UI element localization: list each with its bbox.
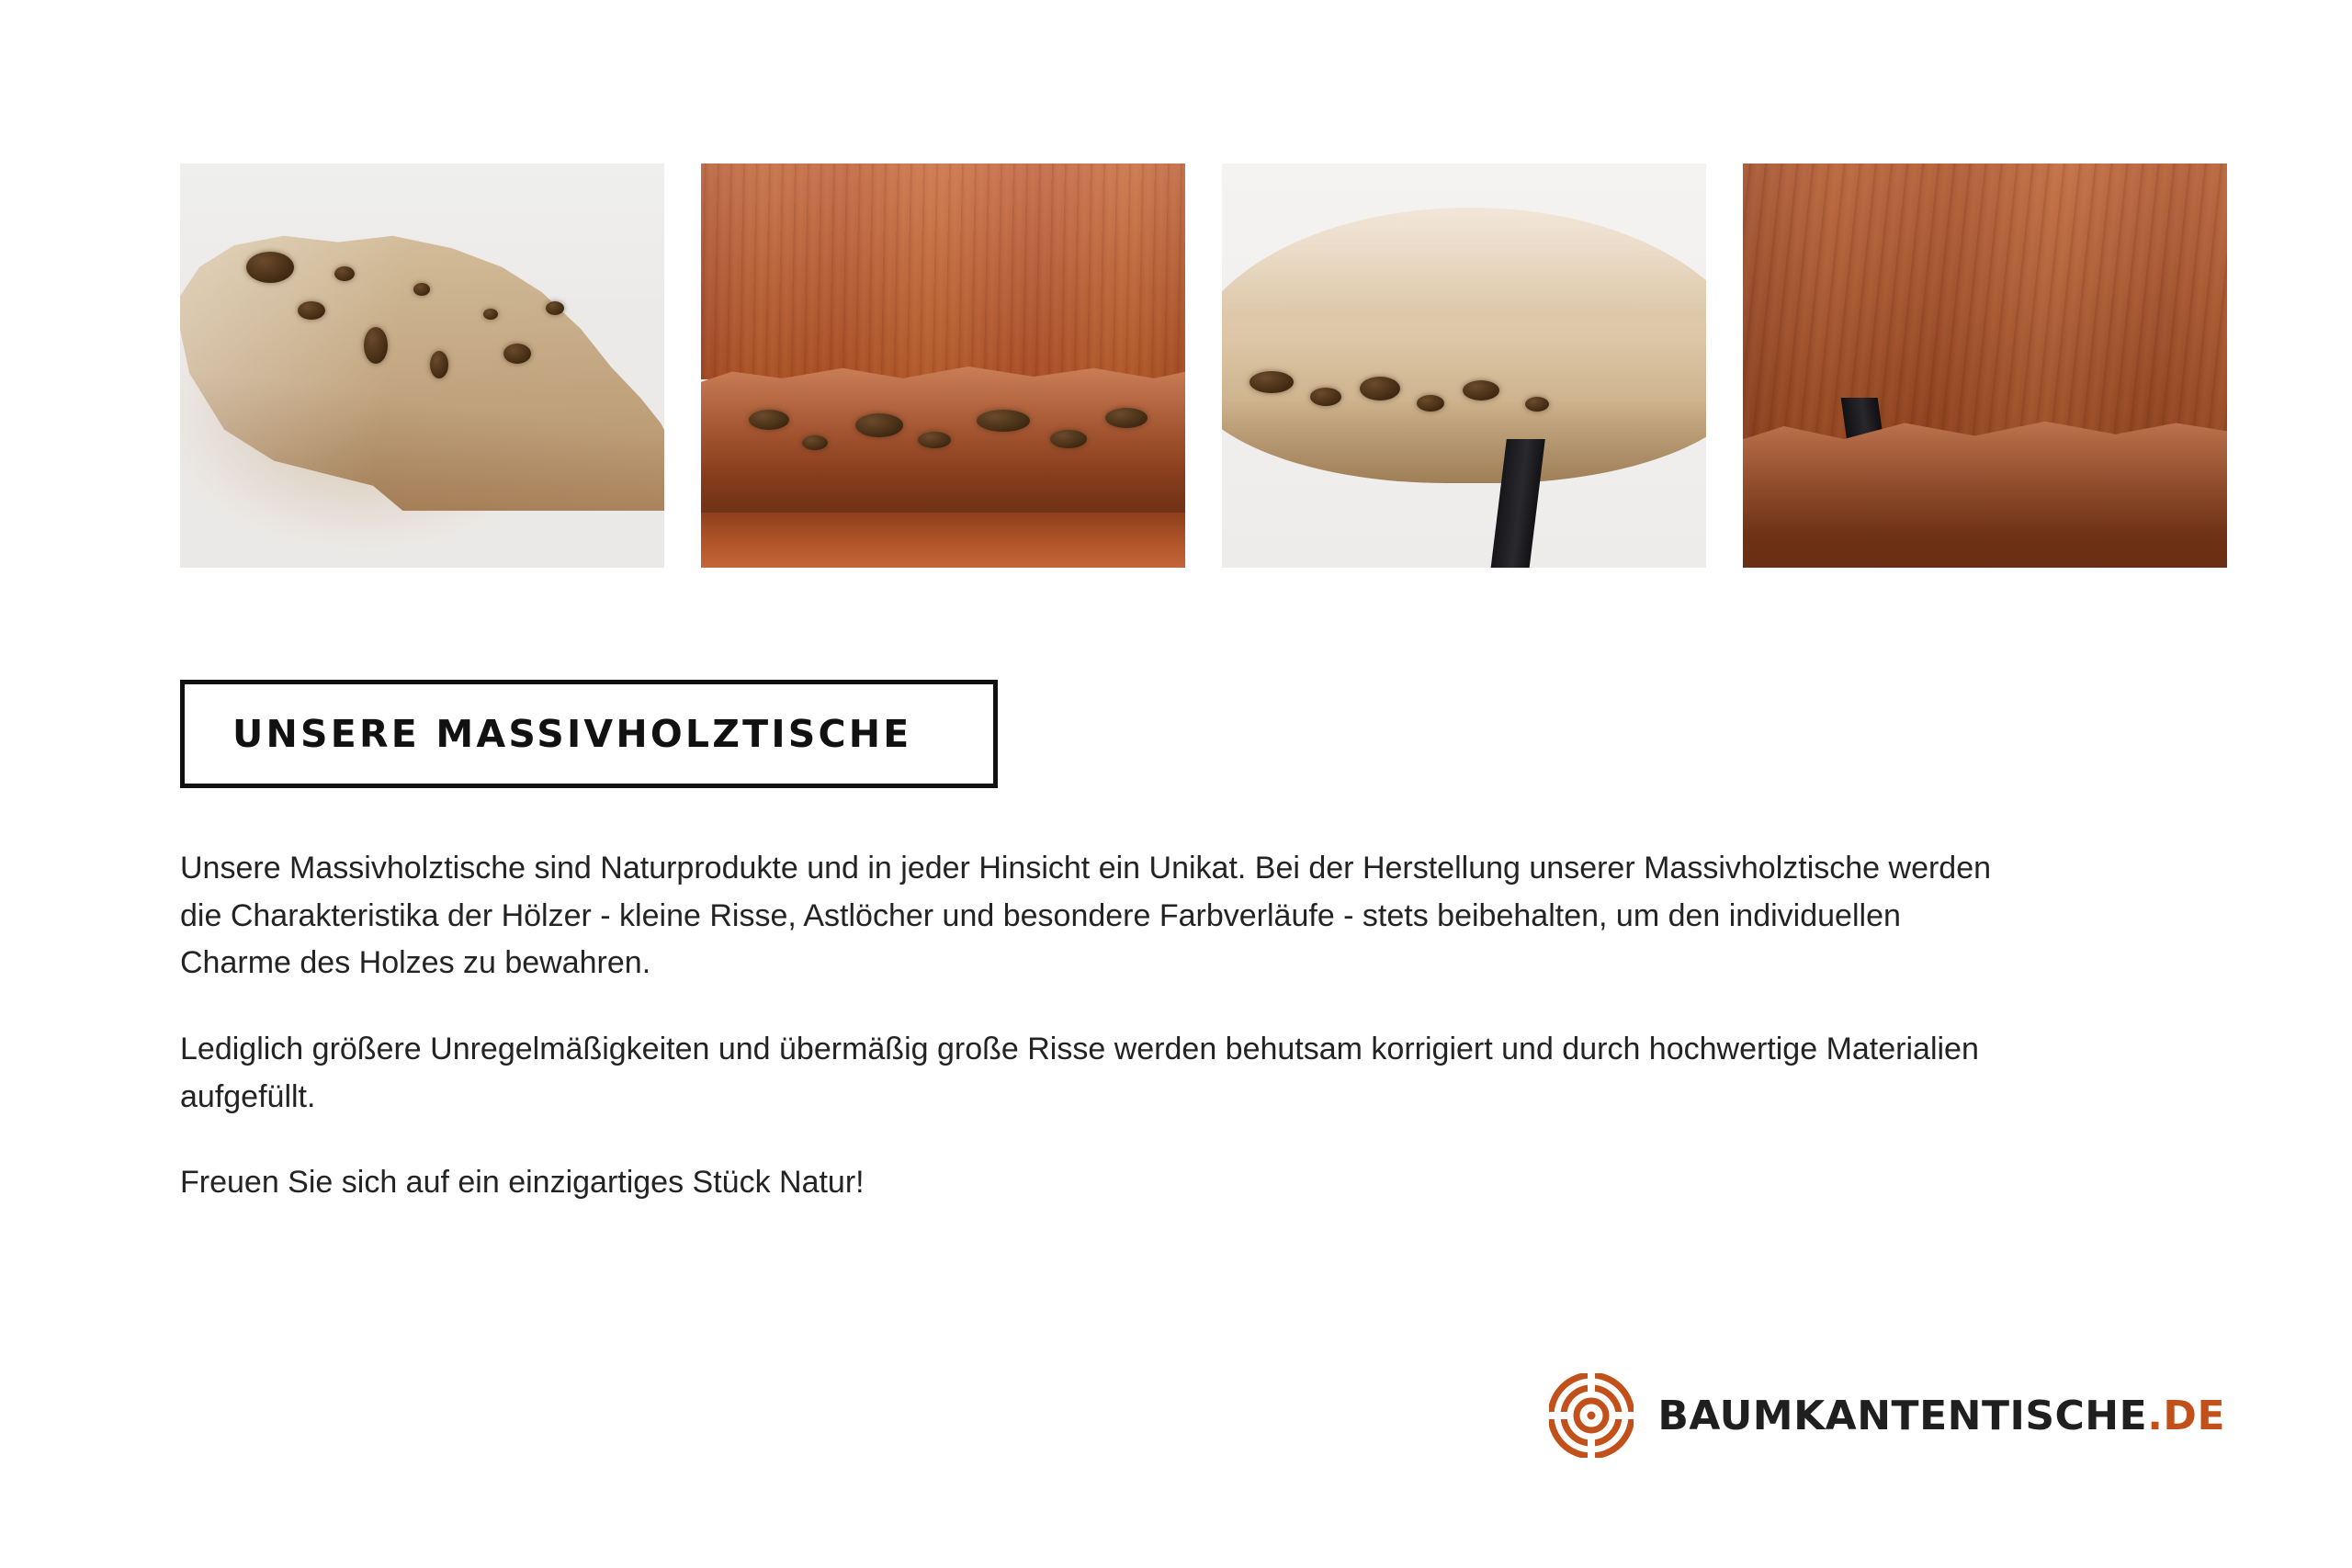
image-gallery xyxy=(180,164,2238,568)
concentric-rings-logo-icon xyxy=(1549,1373,1634,1458)
knot-hole-icon xyxy=(1525,397,1549,412)
photo-red-plank-live-edge xyxy=(701,164,1185,568)
photo-round-table-black-leg xyxy=(1222,164,1706,568)
knot-hole-icon xyxy=(1250,371,1294,393)
knot-hole-icon xyxy=(855,413,903,437)
knot-hole-icon xyxy=(1310,388,1341,406)
edge-underside xyxy=(701,513,1185,568)
page-title: UNSERE MASSIVHOLZTISCHE xyxy=(232,712,912,756)
knot-hole-icon xyxy=(1050,430,1087,448)
brand-wordmark xyxy=(1657,1393,2225,1439)
knot-hole-icon xyxy=(503,344,531,364)
brand-tld: .DE xyxy=(2147,1392,2225,1439)
table-top-surface xyxy=(701,164,1185,379)
round-table-top xyxy=(1222,208,1706,483)
knot-hole-icon xyxy=(483,309,498,320)
body-copy xyxy=(180,845,2018,1207)
knot-hole-icon xyxy=(918,432,951,448)
knot-hole-icon xyxy=(1360,377,1400,400)
knot-hole-icon xyxy=(1463,380,1499,400)
knot-hole-icon xyxy=(749,410,789,430)
knot-hole-icon xyxy=(802,435,828,450)
knot-hole-icon xyxy=(1105,408,1148,428)
table-top-surface xyxy=(1743,164,2227,439)
knot-hole-icon xyxy=(430,351,448,378)
paragraph-2: Lediglich größere Unregelmäßigkeiten und übermäßig große Risse werden behutsam korrigiert und durch hochwertige Materialien aufgefüllt. xyxy=(180,1032,1979,1114)
paragraph-3: Freuen Sie sich auf ein einzigartiges Stück Natur! xyxy=(180,1165,865,1201)
paragraph-1: Unsere Massivholztische sind Naturprodukte und in jeder Hinsicht ein Unikat. Bei der Herstellung unserer Massivholztische werden die Charakteristika der Hölzer - kleine Risse, Astlöcher und besondere Farbverläufe - stets beibehalten, um den individuellen Charme des Holzes zu bewahren. xyxy=(180,851,1992,981)
brand-logo xyxy=(1549,1373,2225,1458)
wood-slab-shape xyxy=(180,198,664,511)
knot-hole-icon xyxy=(364,327,388,364)
headline-box xyxy=(180,680,998,788)
knot-hole-icon xyxy=(546,301,564,315)
photo-burl-slab-edge xyxy=(180,164,664,568)
knot-hole-icon xyxy=(246,252,294,283)
brand-name: BAUMKANTENTISCHE xyxy=(1657,1392,2148,1439)
knot-hole-icon xyxy=(298,301,325,320)
knot-hole-icon xyxy=(413,283,430,296)
knot-hole-icon xyxy=(1417,395,1444,412)
knot-hole-icon xyxy=(334,266,355,281)
photo-dark-slab-black-leg xyxy=(1743,164,2227,568)
knot-hole-icon xyxy=(977,410,1030,432)
